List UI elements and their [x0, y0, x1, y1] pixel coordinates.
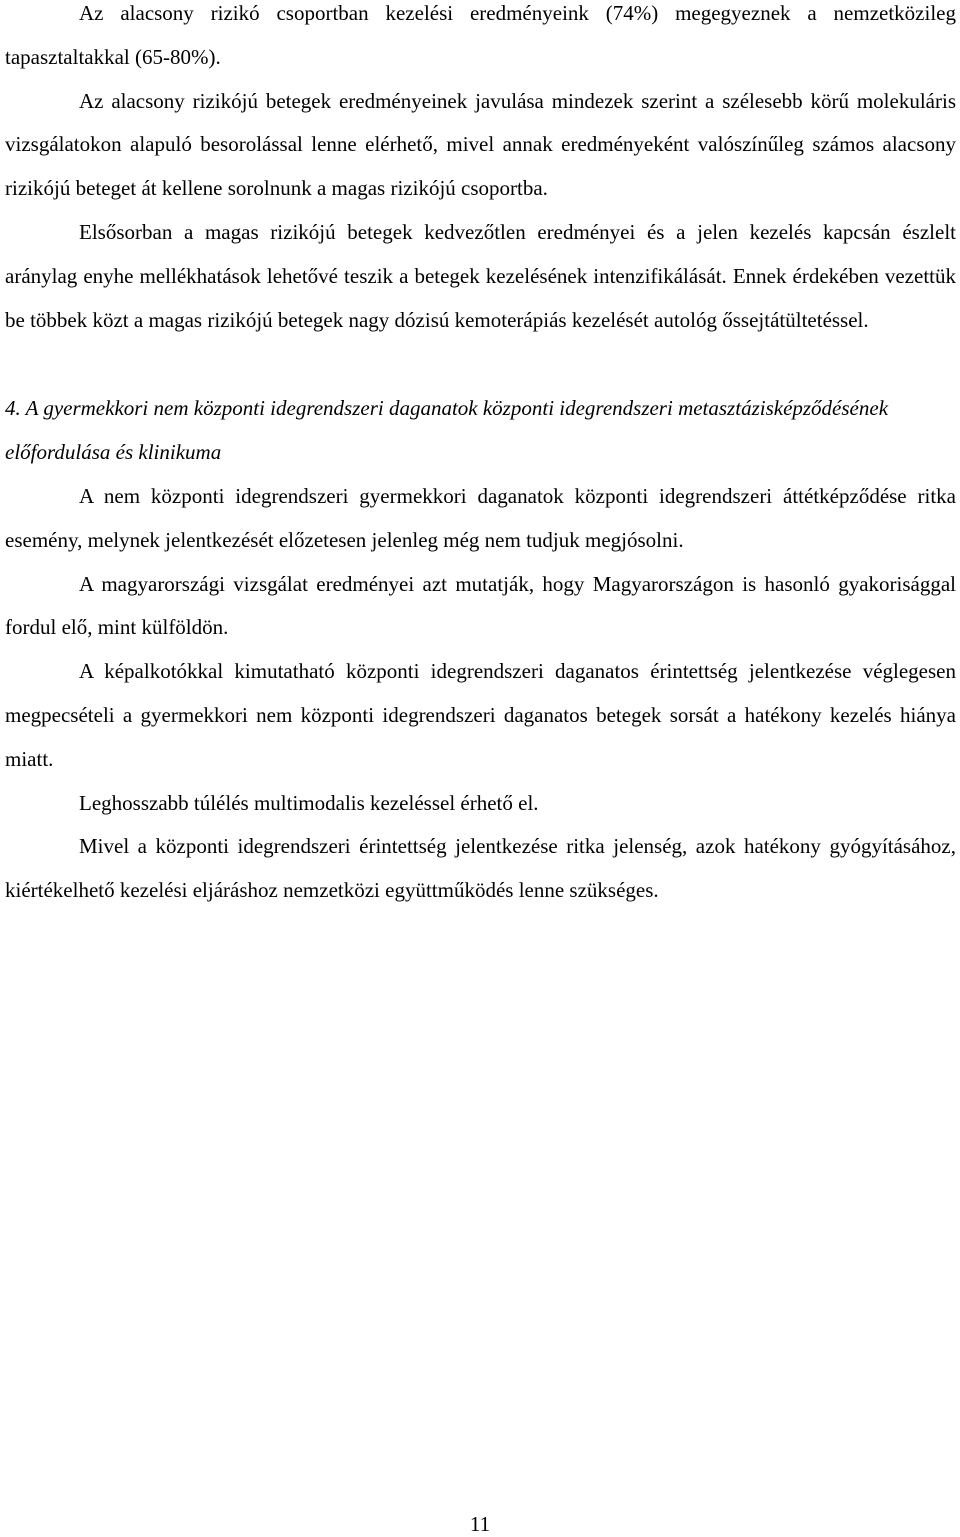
section-heading: 4. A gyermekkori nem központi idegrendszeri daganatok központi idegrendszeri metasztázisképződésének előfordulása és klinikuma: [5, 396, 889, 465]
paragraph-3: Elsősorban a magas rizikójú betegek kedvezőtlen eredményei és a jelen kezelés kapcsán észlelt aránylag enyhe mellékhatások lehetővé teszik a betegek kezelésének intenzifikálását. Ennek érdekében vezettük be többek közt a magas rizikójú betegek nagy dózisú kemoterápiás kezelését autológ őssejtátültetéssel.: [5, 219, 956, 332]
page-number: 11: [469, 1512, 491, 1536]
paragraph-7: Leghosszabb túlélés multimodalis kezeléssel érhető el.: [79, 790, 539, 815]
paragraph-4: A nem központi idegrendszeri gyermekkori daganatok központi idegrendszeri áttétképződése ritka esemény, melynek jelentkezését előzetesen jelenleg még nem tudjuk megjósolni.: [5, 483, 956, 552]
paragraph-1: Az alacsony rizikó csoportban kezelési eredményeink (74%) megegyeznek a nemzetközileg tapasztaltakkal (65-80%).: [5, 1, 956, 69]
document-page: [5, 0, 956, 913]
paragraph-2: Az alacsony rizikójú betegek eredményeinek javulása mindezek szerint a szélesebb körű molekuláris vizsgálatokon alapuló besorolással lenne elérhető, mivel annak eredményeként valószínűleg számos alacsony rizikójú beteget át kellene sorolnunk a magas rizikójú csoportba.: [5, 88, 956, 201]
paragraph-8: Mivel a központi idegrendszeri érintettség jelentkezése ritka jelenség, azok hatékony gyógyításához, kiértékelhető kezelési eljáráshoz nemzetközi együttműködés lenne szükséges.: [5, 834, 956, 903]
paragraph-5: A magyarországi vizsgálat eredményei azt mutatják, hogy Magyarországon is hasonló gyakorisággal fordul elő, mint külföldön.: [5, 571, 956, 640]
paragraph-6: A képalkotókkal kimutatható központi idegrendszeri daganatos érintettség jelentkezése véglegesen megpecsételi a gyermekkori nem központi idegrendszeri daganatos betegek sorsát a hatékony kezelés hiánya miatt.: [5, 659, 956, 771]
